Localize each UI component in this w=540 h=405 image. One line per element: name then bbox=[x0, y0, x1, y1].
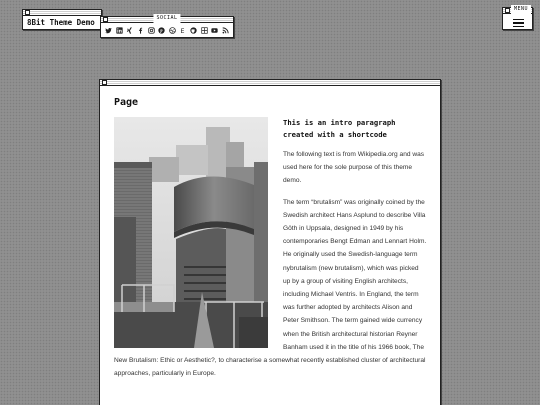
content-window bbox=[99, 79, 441, 405]
site-title-window-titlebar bbox=[23, 10, 101, 16]
site-title-link[interactable]: 8Bit Theme Demo bbox=[27, 18, 95, 27]
twitter-icon[interactable] bbox=[105, 27, 112, 34]
site-title-window bbox=[22, 9, 102, 30]
svg-text:E: E bbox=[180, 27, 185, 34]
rss-icon[interactable] bbox=[222, 27, 229, 34]
menu-button[interactable] bbox=[502, 7, 533, 30]
article-body bbox=[114, 117, 427, 388]
steam-icon[interactable] bbox=[179, 27, 186, 34]
social-label: SOCIAL bbox=[153, 14, 180, 23]
gitlab-icon[interactable] bbox=[201, 27, 208, 34]
linkedin-icon[interactable] bbox=[116, 27, 123, 34]
window-close-box bbox=[25, 10, 30, 15]
hamburger-icon[interactable] bbox=[513, 19, 524, 29]
content-window-titlebar bbox=[100, 80, 440, 86]
xing-icon[interactable] bbox=[126, 27, 133, 34]
menu-label: MENU bbox=[511, 5, 531, 14]
instagram-icon[interactable] bbox=[148, 27, 155, 34]
social-window bbox=[100, 16, 234, 38]
youtube-icon[interactable] bbox=[211, 27, 218, 34]
dribbble-icon[interactable] bbox=[169, 27, 176, 34]
facebook-icon[interactable] bbox=[137, 27, 144, 34]
paragraph-2: The term “brutalism” was originally coined by the Swedish architect Hans Asplund to describe Villa Göth in Uppsala, designed in 1949 by his contemporaries Bengt Edman and Lennart Holm. He originally used the Swedish-language term nybrutalism (new brutalism), which was picked up by a group of visiting English architects, including Michael Ventris. In England, the term was further adopted by architects Alison and Peter Smithson. The term gained wide currency when the British architectural historian Reyner Banham used it in the title of his 1966 book, The New Brutalism: Ethic or Aesthetic?, to characterise a somewhat recently established cluster of architectural approaches, particularly in Europe. bbox=[114, 198, 427, 378]
window-close-box bbox=[102, 80, 107, 85]
github-icon[interactable] bbox=[190, 27, 197, 34]
menu-button-titlebar bbox=[503, 8, 532, 14]
intro-heading: This is an intro paragraph created with a shortcode bbox=[283, 118, 396, 139]
page-title: Page bbox=[114, 97, 139, 108]
pinterest-icon[interactable] bbox=[158, 27, 165, 34]
social-window-titlebar bbox=[101, 17, 233, 23]
window-close-box bbox=[505, 8, 510, 13]
social-icons bbox=[105, 27, 229, 34]
window-close-box bbox=[103, 17, 108, 22]
paragraph-1: The following text is from Wikipedia.org and was used here for the sole purpose of this theme demo. bbox=[283, 151, 425, 185]
